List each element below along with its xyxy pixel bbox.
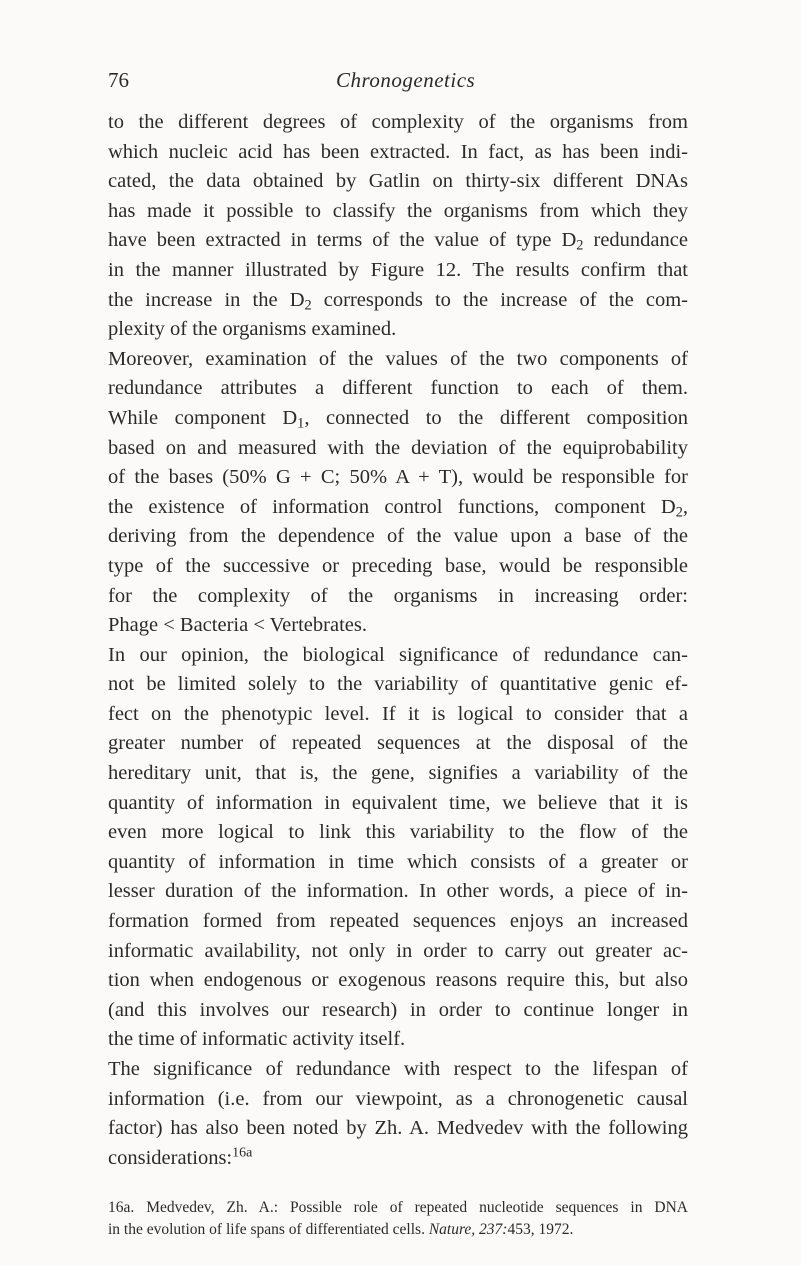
text-run: , connected to the different composition: [304, 406, 689, 429]
text-run: While component D: [108, 406, 298, 429]
footnote-journal: Nature, 237:: [428, 1221, 508, 1238]
text-line: In our opinion, the biological significance of redundance can-: [108, 643, 688, 666]
text-line: [108, 493, 688, 523]
text-line: even more logical to link this variability to the flow of the: [108, 821, 688, 844]
page-number: 76: [108, 68, 129, 92]
paragraph: [108, 345, 688, 641]
text-line: cated, the data obtained by Gatlin on thirty-six different DNAs: [108, 170, 688, 193]
body-text: [108, 108, 688, 1173]
paragraph: [108, 108, 688, 345]
text-line: [108, 226, 688, 256]
text-line: type of the successive or preceding base, would be responsible: [108, 554, 688, 577]
text-run: ,: [682, 495, 688, 518]
page-header: [108, 68, 698, 98]
text-line: [108, 286, 688, 316]
text-line: based on and measured with the deviation of the equiprobability: [108, 436, 688, 459]
footnote-text: in the evolution of life spans of differentiated cells.: [108, 1221, 429, 1238]
text-line: to the different degrees of complexity of the organisms from: [108, 111, 688, 133]
text-line: (and this involves our research) in order to continue longer in: [108, 998, 688, 1021]
text-line: lesser duration of the information. In other words, a piece of in-: [108, 880, 688, 903]
footnote-text: 453, 1972.: [507, 1221, 574, 1238]
text-line: formation formed from repeated sequences enjoys an increased: [108, 910, 688, 933]
text-line: hereditary unit, that is, the gene, signifies a variability of the: [108, 762, 688, 785]
text-run: the increase in the D: [108, 288, 305, 311]
text-run: redundance: [583, 229, 688, 252]
subscript: 1: [297, 415, 305, 432]
text-line: in the manner illustrated by Figure 12. The results confirm that: [108, 258, 688, 281]
running-title: Chronogenetics: [336, 68, 476, 92]
text-run: have been extracted in terms of the value of type D: [108, 229, 577, 252]
footnote-line: [108, 1219, 688, 1241]
subscript: 2: [675, 504, 683, 521]
text-line: tion when endogenous or exogenous reasons require this, but also: [108, 969, 688, 992]
text-line: which nucleic acid has been extracted. In fact, as has been indi-: [108, 140, 688, 163]
footnote: [108, 1197, 688, 1241]
text-line: fect on the phenotypic level. If it is logical to consider that a: [108, 702, 688, 725]
text-line: redundance attributes a different function to each of them.: [108, 377, 688, 400]
text-line: has made it possible to classify the organisms from which they: [108, 199, 688, 222]
text-line: the time of informatic activity itself.: [108, 1028, 406, 1051]
subscript: 2: [304, 297, 312, 314]
text-line: factor) has also been noted by Zh. A. Medvedev with the following: [108, 1117, 688, 1140]
footnote-ref: 16a: [232, 1145, 253, 1161]
text-line: [108, 404, 688, 434]
subscript: 2: [576, 237, 584, 254]
text-line: information (i.e. from our viewpoint, as a chronogenetic causal: [108, 1087, 688, 1110]
text-line: quantity of information in time which consists of a greater or: [108, 850, 688, 873]
text-line: informatic availability, not only in order to carry out greater ac-: [108, 939, 688, 962]
text-line: Moreover, examination of the values of the two components of: [108, 347, 688, 370]
text-run: the existence of information control functions, component D: [108, 495, 676, 518]
text-line: Phage < Bacteria < Vertebrates.: [108, 614, 367, 637]
text-line: plexity of the organisms examined.: [108, 318, 397, 341]
text-line: of the bases (50% G + C; 50% A + T), would be responsible for: [108, 466, 688, 489]
text-line: for the complexity of the organisms in increasing order:: [108, 584, 688, 607]
text-line: [108, 1144, 688, 1174]
text-run: considerations:: [108, 1146, 233, 1169]
text-line: deriving from the dependence of the value upon a base of the: [108, 525, 688, 548]
text-line: quantity of information in equivalent time, we believe that it is: [108, 791, 688, 814]
paragraph: [108, 641, 688, 1055]
text-run: corresponds to the increase of the com-: [311, 288, 689, 311]
paragraph: [108, 1055, 688, 1173]
text-line: The significance of redundance with respect to the lifespan of: [108, 1058, 688, 1080]
text-line: not be limited solely to the variability of quantitative genic ef-: [108, 673, 688, 696]
text-line: greater number of repeated sequences at the disposal of the: [108, 732, 688, 755]
footnote-line: 16a. Medvedev, Zh. A.: Possible role of repeated nucleotide sequences in DNA: [108, 1199, 688, 1216]
